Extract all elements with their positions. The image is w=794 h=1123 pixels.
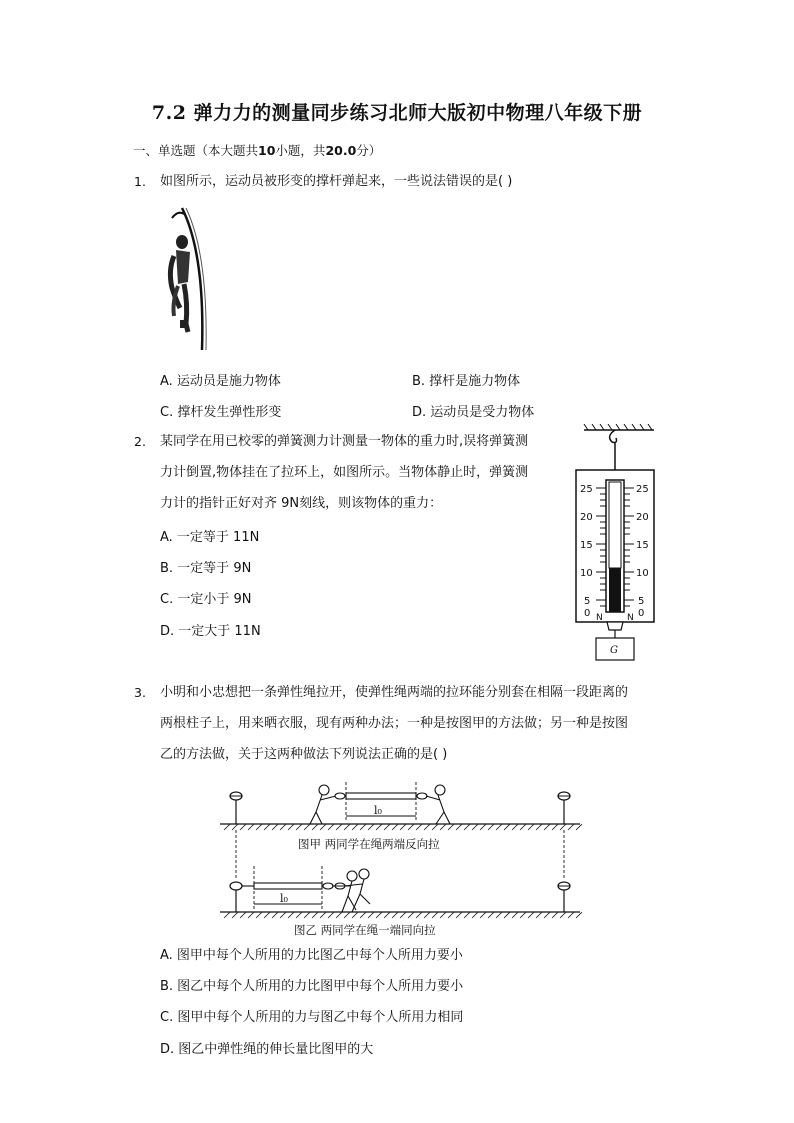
q2-option-d[interactable]: D. 一定大于 11N	[160, 624, 261, 639]
q2-line-2: 力计倒置,物体挂在了拉环上，如图所示。当物体静止时，弹簧测	[160, 465, 529, 480]
scale-left-25: 25	[580, 484, 593, 495]
q3-option-a[interactable]: A. 图甲中每个人所用的力比图乙中每个人所用力要小	[160, 948, 463, 963]
figure-b	[220, 866, 582, 918]
scale-right-0: 0	[638, 608, 645, 619]
q2-option-b[interactable]: B. 一定等于 9N	[160, 561, 252, 576]
scale-right-20: 20	[636, 512, 649, 523]
q2-line-1: 某同学在用已校零的弹簧测力计测量一物体的重力时,误将弹簧测	[160, 434, 529, 449]
section-mid: 小题，共	[275, 143, 326, 158]
rope-pulling-figure	[218, 782, 582, 922]
q3-line-3: 乙的方法做，关于这两种做法下列说法正确的是( )	[160, 747, 448, 762]
q3-option-b[interactable]: B. 图乙中每个人所用的力比图甲中每个人所用力要小	[160, 979, 464, 994]
section-heading	[133, 141, 381, 159]
scale-left-unit: N	[596, 613, 603, 623]
scale-left-10: 10	[580, 568, 593, 579]
section-prefix: 一、单选题（本大题共	[133, 143, 259, 158]
scale-left-5: 5	[584, 596, 591, 607]
scale-right-25: 25	[636, 484, 649, 495]
q2-line-3: 力计的指针正好对齐 9N刻线，则该物体的重力：	[160, 496, 443, 511]
scale-left-15: 15	[580, 540, 593, 551]
page-title: 7.2 弹力力的测量同步练习北师大版初中物理八年级下册	[151, 102, 643, 124]
q3-line-1: 小明和小忠想把一条弹性绳拉开，使弹性绳两端的拉环能分别套在相隔一段距离的	[160, 685, 629, 700]
figure-a-caption: 图甲 两同学在绳两端反向拉	[298, 837, 440, 851]
q1-option-d[interactable]: D. 运动员是受力物体	[412, 405, 535, 420]
length-label-a: l₀	[374, 804, 382, 817]
weight-label: G	[610, 645, 618, 656]
figure-a	[220, 782, 582, 830]
spring-scale-figure	[570, 424, 660, 664]
q1-number: 1.	[134, 174, 146, 189]
length-label-b: l₀	[280, 892, 288, 905]
q2-number: 2.	[134, 434, 146, 449]
scale-left-0: 0	[584, 608, 591, 619]
section-score: 20.0	[325, 143, 357, 158]
pole-vault-figure	[160, 204, 220, 354]
q3-number: 3.	[134, 685, 146, 700]
scale-right-5: 5	[638, 596, 645, 607]
scale-left-20: 20	[580, 512, 593, 523]
scale-right-unit: N	[627, 613, 634, 623]
q1-option-b[interactable]: B. 撑杆是施力物体	[412, 374, 521, 389]
scale-right-15: 15	[636, 540, 649, 551]
q1-text: 如图所示，运动员被形变的撑杆弹起来，一些说法错误的是( )	[160, 174, 513, 189]
q3-line-2: 两根柱子上，用来晒衣服，现有两种办法；一种是按图甲的方法做；另一种是按图	[160, 716, 629, 731]
figure-b-caption: 图乙 两同学在绳一端同向拉	[294, 923, 436, 937]
q3-option-d[interactable]: D. 图乙中弹性绳的伸长量比图甲的大	[160, 1042, 374, 1057]
scale-right-10: 10	[636, 568, 649, 579]
q2-option-a[interactable]: A. 一定等于 11N	[160, 530, 260, 545]
q2-option-c[interactable]: C. 一定小于 9N	[160, 592, 252, 607]
section-suffix: 分）	[356, 143, 382, 158]
q1-option-a[interactable]: A. 运动员是施力物体	[160, 374, 281, 389]
q3-option-c[interactable]: C. 图甲中每个人所用的力与图乙中每个人所用力相同	[160, 1010, 464, 1025]
section-count: 10	[258, 143, 276, 158]
q1-option-c[interactable]: C. 撑杆发生弹性形变	[160, 405, 282, 420]
